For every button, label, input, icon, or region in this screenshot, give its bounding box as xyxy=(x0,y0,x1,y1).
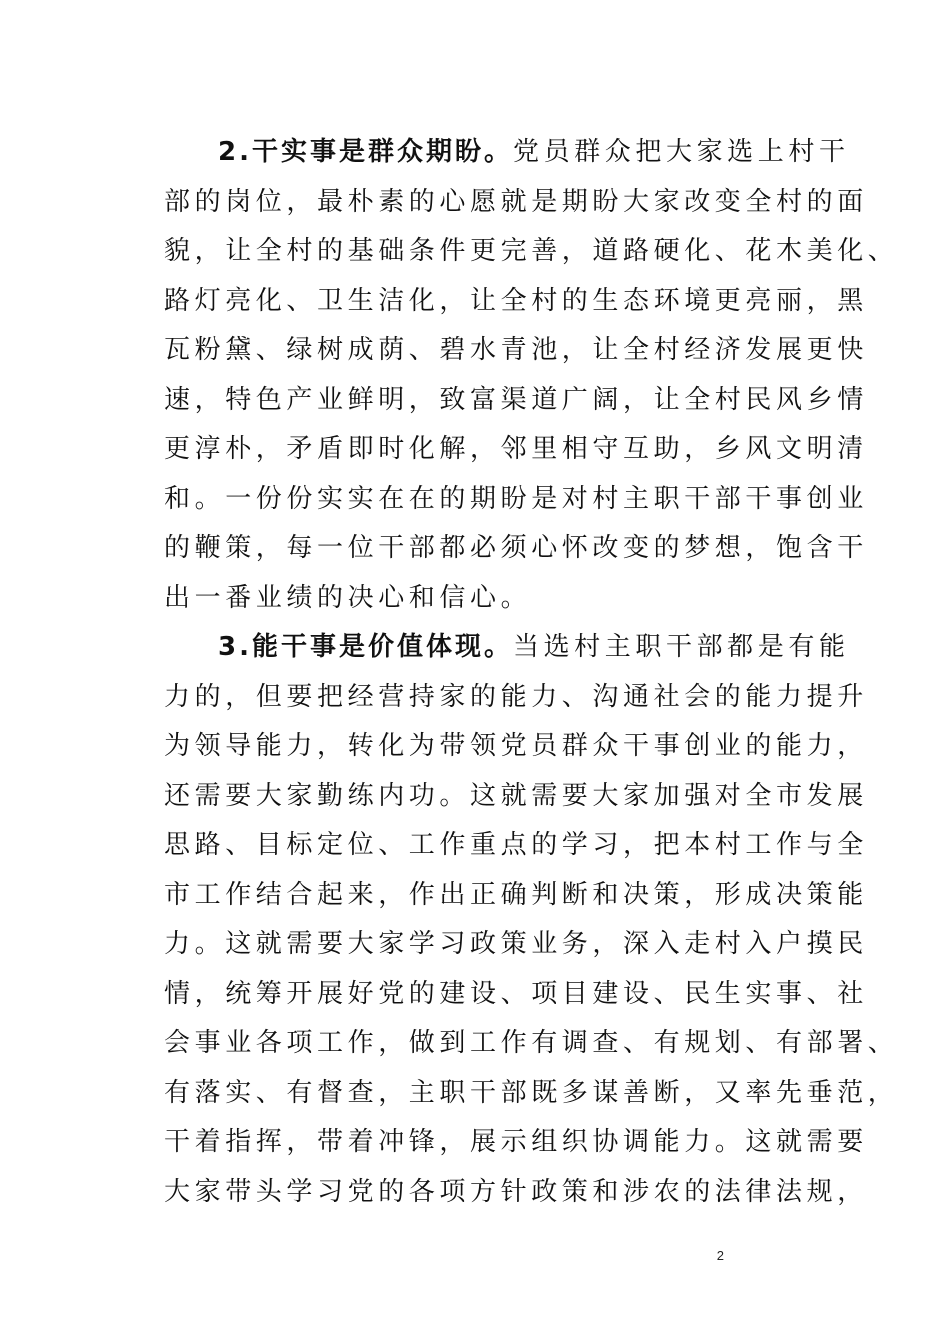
paragraph-2-line: 和。一份份实实在在的期盼是对村主职干部干事创业 xyxy=(164,483,868,514)
paragraph-2-line: 的鞭策，每一位干部都必须心怀改变的梦想，饱含干 xyxy=(164,533,868,563)
paragraph-3-line: 有落实、有督查，主职干部既多谋善断，又率先垂范， xyxy=(164,1077,899,1108)
paragraph-2-text: 党员群众把大家选上村干 xyxy=(512,137,850,167)
paragraph-2-line: 部的岗位，最朴素的心愿就是期盼大家改变全村的面 xyxy=(164,186,868,217)
paragraph-3-line: 大家带头学习党的各项方针政策和涉农的法律法规， xyxy=(164,1176,868,1207)
paragraph-2-line: 更淳朴，矛盾即时化解，邻里相守互助，乡风文明清 xyxy=(164,434,868,464)
paragraph-3-line: 力的，但要把经营持家的能力、沟通社会的能力提升 xyxy=(164,681,868,712)
paragraph-3-line: 力。这就需要大家学习政策业务，深入走村入户摸民 xyxy=(164,929,868,959)
paragraph-3-heading: 3.能干事是价值体现。 xyxy=(218,632,513,662)
paragraph-3-line: 干着指挥，带着冲锋，展示组织协调能力。这就需要 xyxy=(164,1127,868,1157)
paragraph-3-line: 为领导能力，转化为带领党员群众干事创业的能力， xyxy=(164,731,868,761)
paragraph-3-line: 还需要大家勤练内功。这就需要大家加强对全市发展 xyxy=(164,780,868,811)
paragraph-2-line: 瓦粉黛、绿树成荫、碧水青池，让全村经济发展更快 xyxy=(164,335,868,365)
paragraph-2-line: 速，特色产业鲜明，致富渠道广阔，让全村民风乡情 xyxy=(164,384,868,415)
paragraph-3-line: 市工作结合起来，作出正确判断和决策，形成决策能 xyxy=(164,879,868,910)
paragraph-2-heading: 2.干实事是群众期盼。 xyxy=(218,137,513,167)
paragraph-2-line: 路灯亮化、卫生洁化，让全村的生态环境更亮丽，黑 xyxy=(164,285,868,316)
body-text xyxy=(164,128,899,1217)
paragraph-3-text: 当选村主职干部都是有能 xyxy=(512,632,850,662)
paragraph-3-line: 情，统筹开展好党的建设、项目建设、民生实事、社 xyxy=(164,978,868,1009)
paragraph-2-line-1 xyxy=(164,128,850,178)
paragraph-3-line: 会事业各项工作，做到工作有调查、有规划、有部署、 xyxy=(164,1028,899,1058)
paragraph-3-line-1 xyxy=(164,623,850,673)
paragraph-2-line: 出一番业绩的决心和信心。 xyxy=(164,582,532,613)
page-number: 2 xyxy=(716,1248,724,1263)
paragraph-2-line: 貌，让全村的基础条件更完善，道路硬化、花木美化、 xyxy=(164,236,899,266)
paragraph-3-line: 思路、目标定位、工作重点的学习，把本村工作与全 xyxy=(164,830,868,860)
